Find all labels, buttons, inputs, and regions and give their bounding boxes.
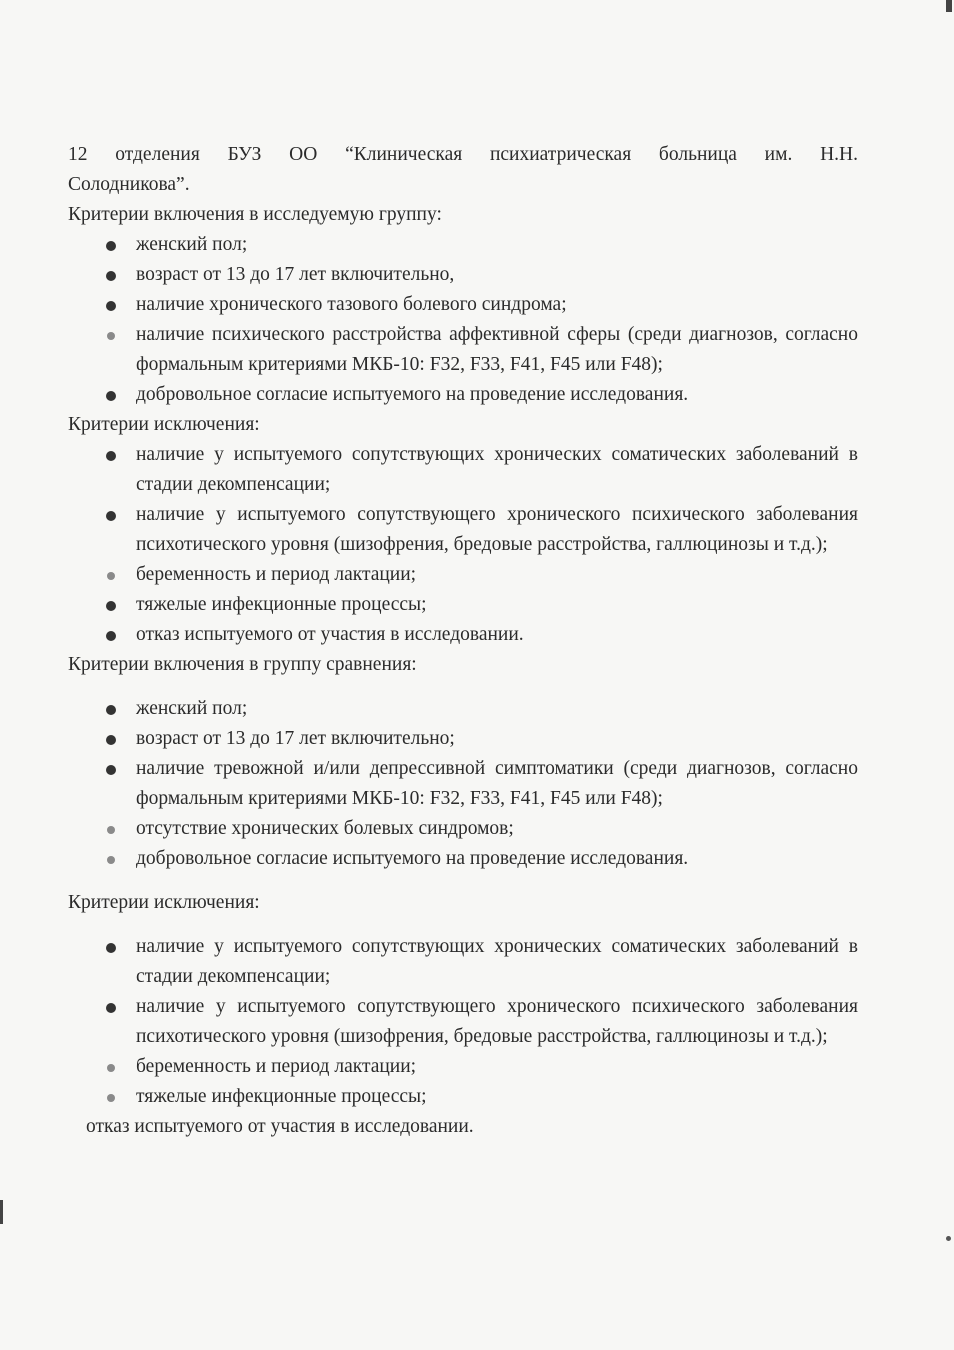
- group1-inclusion-heading: Критерии включения в исследуемую группу:: [68, 204, 442, 225]
- list-item: добровольное согласие испытуемого на проведение исследования.: [68, 380, 858, 410]
- list-item: возраст от 13 до 17 лет включительно;: [68, 724, 858, 754]
- intro-line-2: Солодникова”.: [68, 174, 190, 195]
- list-item: женский пол;: [68, 230, 858, 260]
- scan-edge-mark: [946, 0, 952, 12]
- list-item: возраст от 13 до 17 лет включительно,: [68, 260, 858, 290]
- scan-speck: [946, 1236, 951, 1241]
- group2-inclusion-heading: Критерии включения в группу сравнения:: [68, 654, 417, 675]
- intro-line-1: 12 отделения БУЗ ОО “Клиническая психиатрическая больница им. Н.Н.: [68, 144, 858, 165]
- list-item: наличие у испытуемого сопутствующих хронических соматических заболеваний в стадии декомпенсации;: [68, 932, 858, 992]
- list-item: наличие у испытуемого сопутствующего хронического психического заболевания психотического уровня (шизофрения, бредовые расстройства, галлюцинозы и т.д.);: [68, 992, 858, 1052]
- group1-exclusion-list: [68, 440, 858, 650]
- list-item: беременность и период лактации;: [68, 1052, 858, 1082]
- list-item: тяжелые инфекционные процессы;: [68, 590, 858, 620]
- scan-edge-mark: [0, 1200, 3, 1224]
- list-item: наличие у испытуемого сопутствующего хронического психического заболевания психотического уровня (шизофрения, бредовые расстройства, галлюцинозы и т.д.);: [68, 500, 858, 560]
- list-item: наличие хронического тазового болевого синдрома;: [68, 290, 858, 320]
- group2-exclusion-list: [68, 932, 858, 1112]
- list-item: наличие у испытуемого сопутствующих хронических соматических заболеваний в стадии декомпенсации;: [68, 440, 858, 500]
- list-item: беременность и период лактации;: [68, 560, 858, 590]
- list-item: наличие тревожной и/или депрессивной симптоматики (среди диагнозов, согласно формальным критериями МКБ-10: F32, F33, F41, F45 или F48);: [68, 754, 858, 814]
- list-item: отказ испытуемого от участия в исследовании.: [68, 620, 858, 650]
- list-item: отсутствие хронических болевых синдромов;: [68, 814, 858, 844]
- list-item: добровольное согласие испытуемого на проведение исследования.: [68, 844, 858, 874]
- group2-closing-line: отказ испытуемого от участия в исследовании.: [86, 1116, 474, 1137]
- group1-inclusion-list: [68, 230, 858, 410]
- document-body: [68, 140, 858, 1142]
- group2-inclusion-list: [68, 694, 858, 874]
- list-item: тяжелые инфекционные процессы;: [68, 1082, 858, 1112]
- group2-exclusion-heading: Критерии исключения:: [68, 892, 260, 913]
- group1-exclusion-heading: Критерии исключения:: [68, 414, 260, 435]
- list-item: наличие психического расстройства аффективной сферы (среди диагнозов, согласно формальным критериями МКБ-10: F32, F33, F41, F45 или F48);: [68, 320, 858, 380]
- list-item: женский пол;: [68, 694, 858, 724]
